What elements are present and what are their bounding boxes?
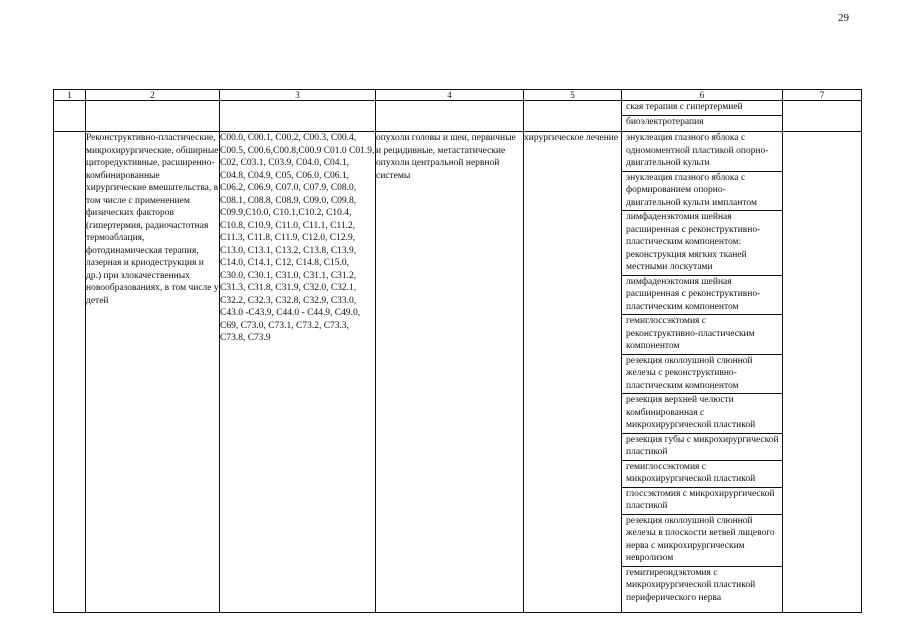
header-cell: 4 (376, 90, 524, 101)
method-item: резекция околоушной слюнной железы в плоскости ветвей лицевого нерва с микрохирургическим невролизом (622, 515, 782, 567)
table-row (54, 132, 862, 613)
header-row (54, 90, 862, 101)
medical-care-table (53, 89, 862, 613)
method-item: глоссэктомия с микрохирургической пластикой (622, 488, 782, 515)
cost-cell (783, 132, 862, 613)
method-item: ская терапия с гипертермией (622, 101, 782, 116)
method-item: гемиглоссэктомия с микрохирургической пластикой (622, 461, 782, 488)
empty-cell (376, 101, 524, 132)
method-item: биоэлектротерапия (626, 116, 704, 127)
header-cell: 7 (783, 90, 862, 101)
treatment-type-cell: хирургическое лечение (524, 132, 622, 613)
method-item: лимфаденэктомия шейная расширенная с реконструктивно-пластическим компонентом (622, 276, 782, 316)
continuation-row (54, 101, 862, 132)
empty-cell (524, 101, 622, 132)
icd-codes-cell: С00.0, С00.1, С00.2, С00.3, С00.4, С00.5, С00.6,С00.8,С00.9 С01.0 С01.9, С02, С03.1, С03.9, С04.0, С04.1, С04.8, С04.9, С05, С06.0, С06.1, С06.2, С06.9, С07.0, С07.9, С08.0, С08.1, С08.8, С08.9, С09.0, С09.8, С09.9,С10.0, С10.1,С10.2, С10.4, С10.8, С10.9, С11.0, С11.1, С11.2, С11.3, С11.8, С11.9, С12.0, С12.9, С13.0, С13.1, С13.2, С13.8, С13.9, С14.0, С14.1, С12, С14.8, С15.0, С30.0, С30.1, С31.0, С31.1, С31.2, С31.3, С31.8, С31.9, С32.0, С32.1, С32.2, С32.3, С32.8, С32.9, С33.0, С43.0 -С43.9, С44.0 - С44.9, С49.0, С69, С73.0, С73.1, С73.2, С73.3, С73.8, С73.9 (220, 132, 376, 613)
empty-cell (86, 101, 220, 132)
disease-model-cell: опухоли головы и шеи, первичные и рецидивные, метастатические опухоли центральной нервной системы (376, 132, 524, 613)
header-cell: 3 (220, 90, 376, 101)
header-cell: 5 (524, 90, 622, 101)
methods-cell (622, 132, 783, 613)
header-cell: 1 (54, 90, 86, 101)
method-item: гемиглоссэктомия с реконструктивно-пластическим компонентом (622, 315, 782, 355)
method-item: лимфаденэктомия шейная расширенная с реконструктивно-пластическим компонентом: реконструкция мягких тканей местными лоскутами (622, 211, 782, 276)
empty-cell (54, 101, 86, 132)
method-item: резекция верхней челюсти комбинированная с микрохирургической пластикой (622, 394, 782, 434)
row-number-cell (54, 132, 86, 613)
method-item: резекция губы с микрохирургической пластикой (622, 434, 782, 461)
page-number: 29 (838, 12, 849, 24)
method-item: резекция околоушной слюнной железы с реконструктивно-пластическим компонентом (622, 355, 782, 395)
method-item: гемитиреоидэктомия с микрохирургической пластикой периферического нерва (626, 567, 756, 603)
method-item: энуклеация глазного яблока с формированием опорно-двигательной культи имплантом (622, 172, 782, 212)
method-item: энуклеация глазного яблока с одномоментной пластикой опорно-двигательной культи (622, 132, 782, 172)
empty-cell (220, 101, 376, 132)
header-cell: 2 (86, 90, 220, 101)
intervention-type-cell: Реконструктивно-пластические, микрохирургические, обширные циторедуктивные, расширенно-комбинированные хирургические вмешательства, в том числе с применением физических факторов (гипертермия, радиочастотная термоаблация, фотодинамическая терапия, лазерная и криодеструкция и др.) при злокачественных новообразованиях, в том числе у детей (86, 132, 220, 613)
methods-cell (622, 101, 783, 132)
empty-cell (783, 101, 862, 132)
header-cell: 6 (622, 90, 783, 101)
